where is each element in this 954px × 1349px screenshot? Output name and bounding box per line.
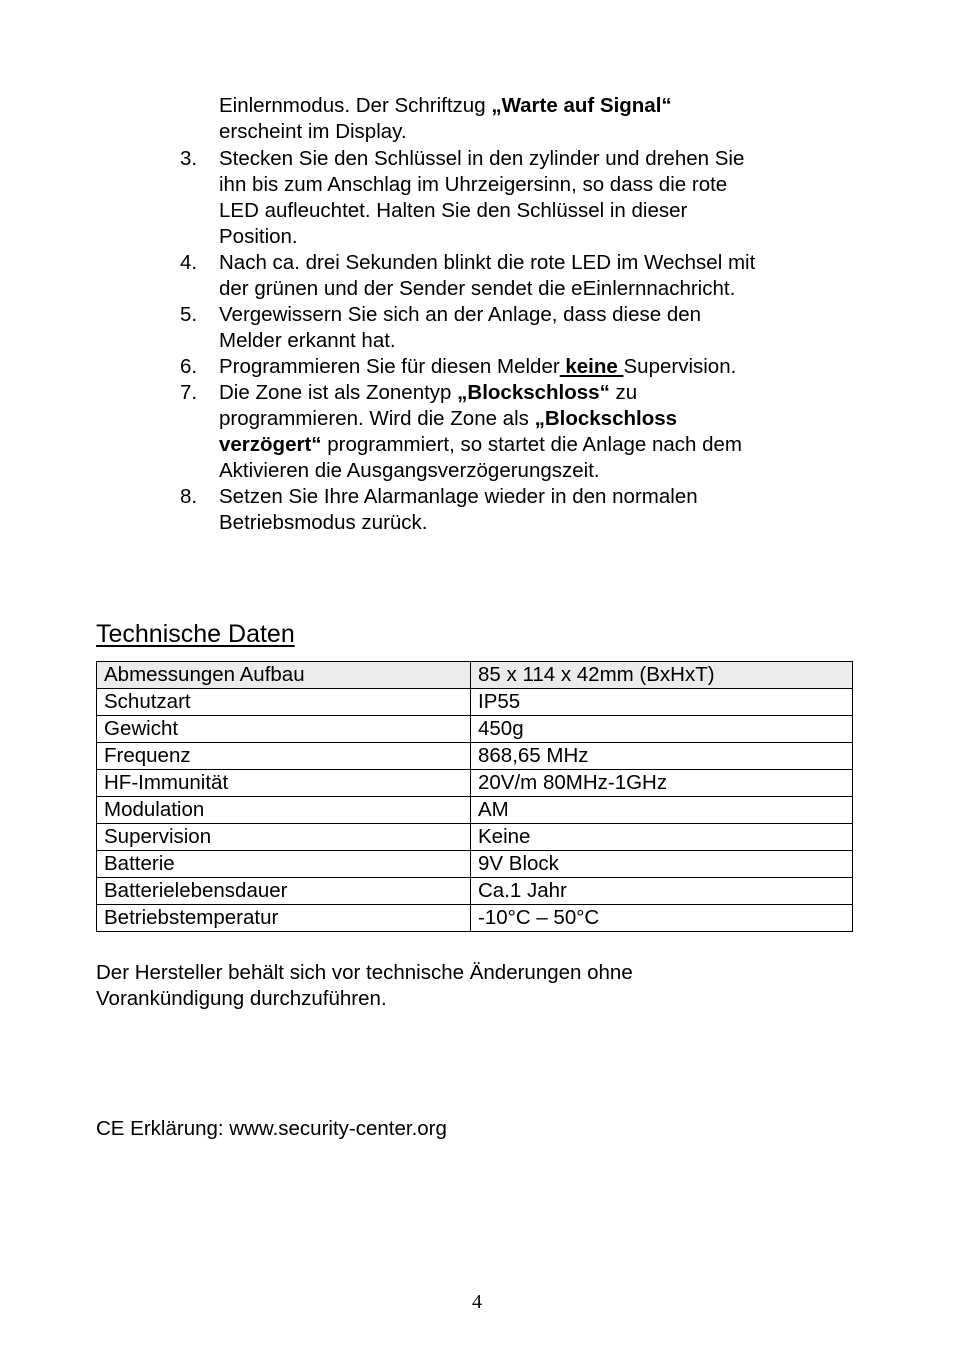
spec-value: 450g — [471, 716, 853, 743]
step-line: Nach ca. drei Sekunden blinkt die rote LED im Wechsel mit — [219, 251, 756, 274]
table-row — [97, 662, 853, 689]
intro-line — [219, 93, 819, 119]
zone-type-text: verzögert“ — [219, 433, 322, 456]
step-line: der grünen und der Sender sendet die eEinlernnachricht. — [219, 277, 736, 300]
spec-value: -10°C – 50°C — [471, 905, 853, 932]
spec-value: AM — [471, 797, 853, 824]
step-line: LED aufleuchtet. Halten Sie den Schlüssel in dieser — [219, 199, 688, 222]
step-line — [219, 432, 830, 458]
display-message-text: „Warte auf Signal“ — [491, 94, 672, 117]
step-line: Vergewissern Sie sich an der Anlage, dass diese den — [219, 303, 702, 326]
intro-text: Einlernmodus. Der Schriftzug — [219, 94, 492, 117]
step-item — [180, 250, 830, 302]
spec-value: 20V/m 80MHz-1GHz — [471, 770, 853, 797]
spec-label: HF-Immunität — [97, 770, 471, 797]
step-line: Setzen Sie Ihre Alarmanlage wieder in den normalen — [219, 485, 698, 508]
section-heading: Technische Daten — [96, 620, 295, 648]
step-text: programmieren. Wird die Zone als — [219, 407, 535, 430]
page-number: 4 — [472, 1291, 482, 1313]
spec-label: Batterielebensdauer — [97, 878, 471, 905]
spec-value: 85 x 114 x 42mm (BxHxT) — [471, 662, 853, 689]
step-item — [180, 484, 830, 536]
intro-paragraph — [219, 93, 819, 145]
step-number: 5. — [180, 303, 198, 326]
step-line: ihn bis zum Anschlag im Uhrzeigersinn, so dass die rote — [219, 173, 728, 196]
spec-label: Supervision — [97, 824, 471, 851]
spec-value: Keine — [471, 824, 853, 851]
step-item — [180, 354, 830, 380]
spec-value: IP55 — [471, 689, 853, 716]
table-row — [97, 851, 853, 878]
ce-declaration: CE Erklärung: www.security-center.org — [96, 1117, 447, 1140]
step-text: Supervision. — [623, 355, 737, 378]
step-item — [180, 302, 830, 354]
step-line: Betriebsmodus zurück. — [219, 511, 428, 534]
spec-label: Schutzart — [97, 689, 471, 716]
note-line: Vorankündigung durchzuführen. — [96, 987, 387, 1010]
spec-value: 868,65 MHz — [471, 743, 853, 770]
step-line: Melder erkannt hat. — [219, 329, 396, 352]
spec-label: Gewicht — [97, 716, 471, 743]
step-line: Aktivieren die Ausgangsverzögerungszeit. — [219, 459, 600, 482]
spec-label: Modulation — [97, 797, 471, 824]
step-number: 8. — [180, 485, 198, 508]
table-row — [97, 689, 853, 716]
spec-label: Frequenz — [97, 743, 471, 770]
table-row — [97, 797, 853, 824]
step-item — [180, 380, 830, 484]
emphasized-keyword: keine — [559, 355, 624, 378]
note-line: Der Hersteller behält sich vor technische Änderungen ohne — [96, 961, 633, 984]
step-line: Position. — [219, 225, 298, 248]
step-text: zu — [609, 381, 638, 404]
spec-value: Ca.1 Jahr — [471, 878, 853, 905]
spec-label: Abmessungen Aufbau — [97, 662, 471, 689]
spec-label: Batterie — [97, 851, 471, 878]
step-number: 6. — [180, 355, 198, 378]
spec-label: Betriebstemperatur — [97, 905, 471, 932]
step-line — [219, 406, 830, 432]
step-text: Die Zone ist als Zonentyp — [219, 381, 458, 404]
instruction-steps — [180, 146, 830, 536]
table-row — [97, 770, 853, 797]
table-row — [97, 878, 853, 905]
zone-type-text: „Blockschloss“ — [457, 381, 610, 404]
step-line — [219, 380, 830, 406]
step-number: 3. — [180, 147, 198, 170]
table-row — [97, 824, 853, 851]
zone-type-text: „Blockschloss — [534, 407, 678, 430]
step-text: programmiert, so startet die Anlage nach dem — [321, 433, 742, 456]
step-line — [219, 354, 830, 380]
table-row — [97, 716, 853, 743]
step-text: Programmieren Sie für diesen Melder — [219, 355, 560, 378]
specifications-table — [96, 661, 853, 932]
table-row — [97, 905, 853, 932]
disclaimer-note — [96, 960, 796, 1012]
step-line: Stecken Sie den Schlüssel in den zylinder und drehen Sie — [219, 147, 745, 170]
table-row — [97, 743, 853, 770]
spec-value: 9V Block — [471, 851, 853, 878]
intro-line: erscheint im Display. — [219, 120, 407, 143]
step-number: 4. — [180, 251, 198, 274]
step-item — [180, 146, 830, 250]
step-number: 7. — [180, 381, 198, 404]
